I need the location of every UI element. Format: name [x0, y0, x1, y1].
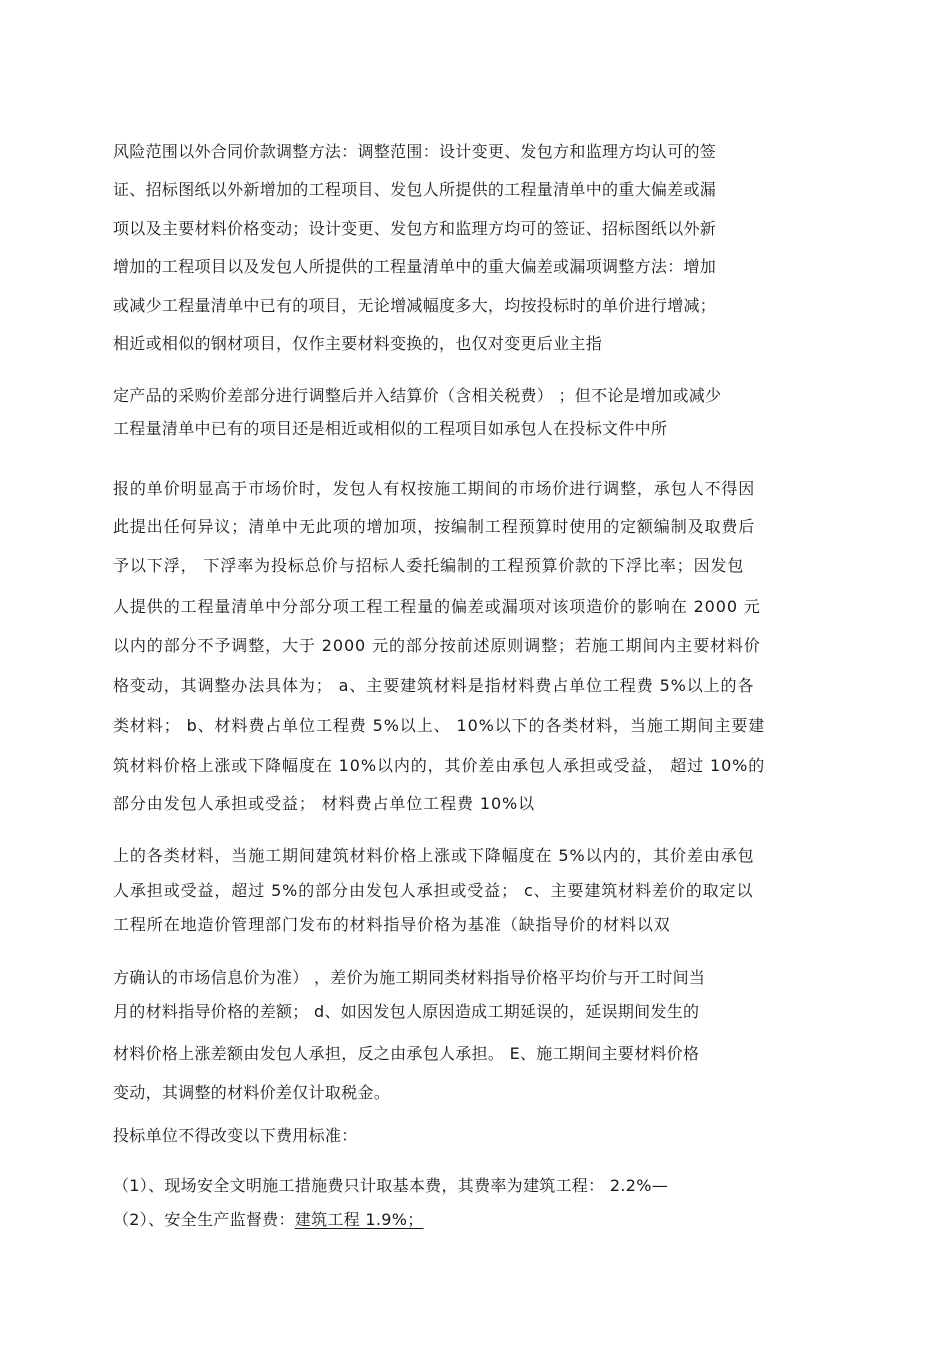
paragraph-line: 人提供的工程量清单中分部分项工程工程量的偏差或漏项对该项造价的影响在 2000 元	[113, 597, 761, 616]
paragraph-line: 人承担或受益，超过 5%的部分由发包人承担或受益； c、主要建筑材料差价的取定以	[113, 881, 754, 900]
paragraph-line: 类材料； b、材料费占单位工程费 5%以上、 10%以下的各类材料，当施工期间主要建	[113, 716, 766, 735]
paragraph-line: 证、招标图纸以外新增加的工程项目、发包人所提供的工程量清单中的重大偏差或漏	[113, 180, 717, 199]
paragraph-line: 工程所在地造价管理部门发布的材料指导价格为基准（缺指导价的材料以双	[113, 915, 671, 934]
paragraph-text: （2）、安全生产监督费：	[113, 1210, 295, 1229]
paragraph-line: 增加的工程项目以及发包人所提供的工程量清单中的重大偏差或漏项调整方法：增加	[113, 257, 717, 276]
paragraph-line: 相近或相似的钢材项目，仅作主要材料变换的，也仅对变更后业主指	[113, 334, 603, 353]
paragraph-line: 报的单价明显高于市场价时，发包人有权按施工期间的市场价进行调整，承包人不得因	[113, 479, 756, 498]
paragraph-line: 部分由发包人承担或受益； 材料费占单位工程费 10%以	[113, 794, 536, 813]
paragraph-line: 格变动，其调整办法具体为； a、主要建筑材料是指材料费占单位工程费 5%以上的各	[113, 676, 755, 695]
paragraph-line: 此提出任何异议；清单中无此项的增加项，按编制工程预算时使用的定额编制及取费后	[113, 517, 756, 536]
paragraph-line: 项以及主要材料价格变动；设计变更、发包方和监理方均可的签证、招标图纸以外新	[113, 219, 717, 238]
paragraph-line: 工程量清单中已有的项目还是相近或相似的工程项目如承包人在投标文件中所	[113, 419, 668, 438]
paragraph-line: 投标单位不得改变以下费用标准：	[113, 1126, 358, 1145]
paragraph-line: 或减少工程量清单中已有的项目，无论增减幅度多大，均按投标时的单价进行增减；	[113, 296, 717, 315]
paragraph-line: 材料价格上涨差额由发包人承担，反之由承包人承担。 E、施工期间主要材料价格	[113, 1044, 700, 1063]
paragraph-line	[113, 1209, 424, 1231]
paragraph-line: 予以下浮， 下浮率为投标总价与招标人委托编制的工程预算价款的下浮比率；因发包	[113, 556, 745, 575]
paragraph-line: （1）、现场安全文明施工措施费只计取基本费，其费率为建筑工程： 2.2%—	[113, 1176, 669, 1195]
underlined-text: 建筑工程 1.9%；	[294, 1210, 424, 1229]
paragraph-line: 风险范围以外合同价款调整方法：调整范围：设计变更、发包方和监理方均认可的签	[113, 142, 717, 161]
paragraph-line: 筑材料价格上涨或下降幅度在 10%以内的，其价差由承包人承担或受益， 超过 10%的	[113, 756, 766, 775]
paragraph-line: 上的各类材料，当施工期间建筑材料价格上涨或下降幅度在 5%以内的，其价差由承包	[113, 846, 755, 865]
paragraph-line: 定产品的采购价差部分进行调整后并入结算价（含相关税费） ；但不论是增加或减少	[113, 386, 722, 405]
paragraph-line: 变动，其调整的材料价差仅计取税金。	[113, 1083, 391, 1102]
paragraph-line: 以内的部分不予调整，大于 2000 元的部分按前述原则调整；若施工期间内主要材料价	[113, 636, 761, 655]
paragraph-line: 方确认的市场信息价为准） ，差价为施工期同类材料指导价格平均价与开工时间当	[113, 968, 706, 987]
paragraph-line: 月的材料指导价格的差额； d、如因发包人原因造成工期延误的，延误期间发生的	[113, 1002, 700, 1021]
